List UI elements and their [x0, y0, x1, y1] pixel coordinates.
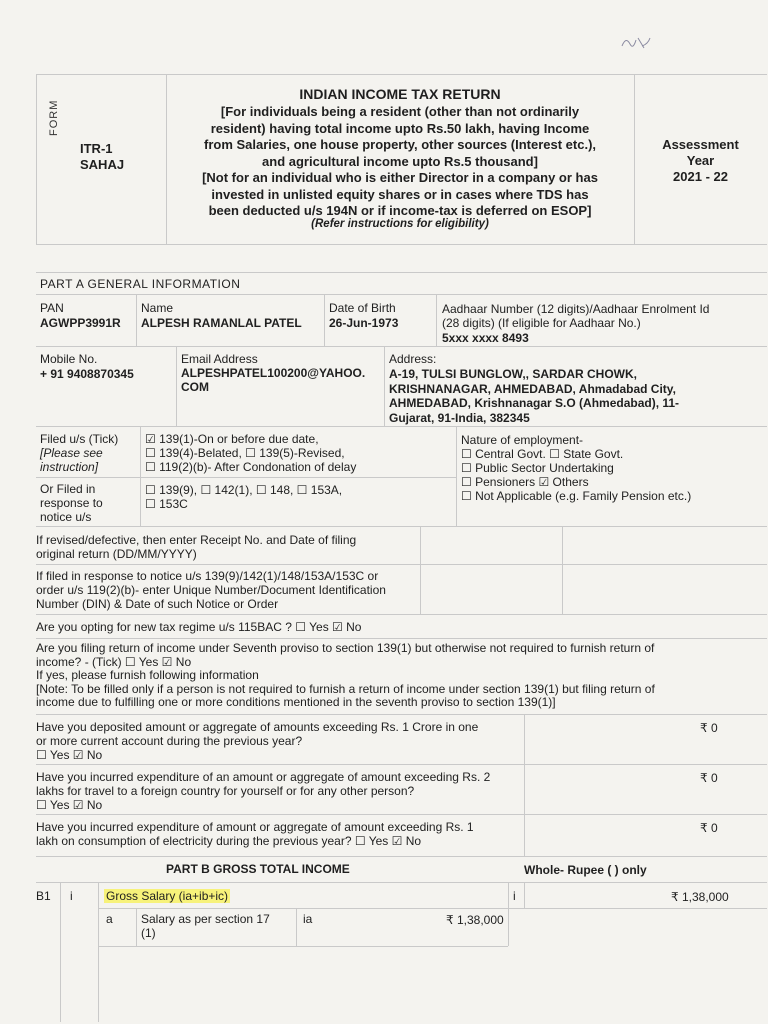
unit-label: Whole- Rupee ( ) only	[524, 863, 647, 877]
salary-17-1-amount: ₹ 1,38,000	[446, 913, 504, 927]
deposit-amount: ₹ 0	[700, 721, 718, 735]
option-139-4-139-5[interactable]: ☐ 139(4)-Belated, ☐ 139(5)-Revised,	[145, 446, 345, 460]
form-subtitle: [For individuals being a resident (other than not ordinarily resident) having total income upto Rs.50 lakh, having Income from Salaries, one house property, other sources (Interest etc.), and agricultural income upto Rs.5 thousand] [Not for an individual who is either Director in a company or has invested in unlisted equity shares or in cases where TDS has been deducted u/s 194N or if income-tax is deferred on ESOP]	[202, 104, 598, 218]
handwritten-mark	[618, 34, 654, 52]
part-a-heading: PART A GENERAL INFORMATION	[40, 277, 241, 291]
dob-value: 26-Jun-1973	[329, 316, 399, 330]
form-label-vertical: FORM	[48, 99, 60, 136]
foreign-travel-question[interactable]: Have you incurred expenditure of an amount or aggregate of amount exceeding Rs. 2 lakhs for travel to a foreign country for yourself or for any other person? ☐ Yes ☑ No	[36, 770, 491, 812]
assessment-year: 2021 - 22	[673, 169, 728, 184]
form-name: SAHAJ	[80, 157, 125, 172]
mobile-value: + 91 9408870345	[40, 367, 134, 381]
form-title: INDIAN INCOME TAX RETURN	[299, 86, 501, 102]
gross-salary-label: Gross Salary (ia+ib+ic)	[106, 889, 229, 903]
eligibility-note: (Refer instructions for eligibility)	[311, 218, 489, 230]
address-value: A-19, TULSI BUNGLOW,, SARDAR CHOWK, KRISHNANAGAR, AHMEDABAD, Ahmadabad City, AHMEDABAD, Krishnanagar S.O (Ahmedabad), 11- Gujarat, 91-India, 382345	[389, 367, 680, 425]
gross-salary-amount: ₹ 1,38,000	[671, 890, 729, 904]
form-code: ITR-1	[80, 141, 113, 156]
email-value: ALPESHPATEL100200@YAHOO. COM	[181, 366, 366, 394]
address-label: Address:	[389, 352, 437, 366]
pan-label: PAN	[40, 301, 64, 315]
response-options[interactable]: ☐ 139(9), ☐ 142(1), ☐ 148, ☐ 153A, ☐ 153C	[145, 483, 343, 511]
b1-ref: i	[513, 889, 516, 903]
electricity-amount: ₹ 0	[700, 821, 718, 835]
salary-17-1-label: Salary as per section 17 (1)	[141, 912, 270, 940]
aadhaar-value: 5xxx xxxx 8493	[442, 331, 529, 345]
new-tax-regime-question[interactable]: Are you opting for new tax regime u/s 115BAC ? ☐ Yes ☑ No	[36, 620, 362, 634]
aadhaar-label: Aadhaar Number (12 digits)/Aadhaar Enrolment Id (28 digits) (If eligible for Aadhaar No.)	[442, 302, 710, 330]
b1-roman: i	[70, 889, 73, 903]
b1-code: B1	[36, 889, 51, 903]
row-a-ref: ia	[303, 912, 313, 926]
filed-us-options[interactable]	[145, 432, 356, 474]
deposit-question[interactable]: Have you deposited amount or aggregate of amounts exceeding Rs. 1 Crore in one or more current account during the previous year? ☐ Yes ☑ No	[36, 720, 479, 762]
response-label: Or Filed in response to notice u/s	[40, 482, 103, 524]
pan-value: AGWPP3991R	[40, 316, 121, 330]
seventh-proviso-block: Are you filing return of income under Seventh proviso to section 139(1) but otherwise not required to furnish return of income? - (Tick) ☐ Yes ☑ No If yes, please furnish following information [Note: To be filled only if a person is not required to furnish a return of income under section 139(1) but filing return of income due to fulfilling one or more conditions mentioned in the seventh proviso to section 139(1)]	[36, 641, 655, 709]
name-label: Name	[141, 301, 174, 315]
travel-amount: ₹ 0	[700, 771, 718, 785]
notice-text: If filed in response to notice u/s 139(9)/142(1)/148/153A/153C or order u/s 119(2)(b)- enter Unique Number/Document Identification Number (DIN) & Date of such Notice or Order	[36, 569, 386, 611]
filed-us-label: Filed u/s (Tick) [Please see instruction]	[40, 432, 119, 474]
dob-label: Date of Birth	[329, 301, 396, 315]
part-b-heading: PART B GROSS TOTAL INCOME	[166, 862, 350, 876]
name-value: ALPESH RAMANLAL PATEL	[141, 316, 302, 330]
employment-block[interactable]: Nature of employment- ☐ Central Govt. ☐ State Govt. ☐ Public Sector Undertaking ☐ Pensioners ☑ Others ☐ Not Applicable (e.g. Family Pension etc.)	[461, 433, 692, 503]
assessment-year-block: Assessment Year 2021 - 22	[634, 137, 767, 185]
row-a-letter: a	[106, 912, 113, 926]
employment-label: Nature of employment-	[461, 433, 584, 447]
revised-return-text: If revised/defective, then enter Receipt No. and Date of filing original return (DD/MM/YYYY)	[36, 533, 357, 561]
option-119-2-b[interactable]: ☐ 119(2)(b)- After Condonation of delay	[145, 460, 357, 474]
electricity-question[interactable]: Have you incurred expenditure of amount or aggregate of amount exceeding Rs. 1 lakh on consumption of electricity during the previous year? ☐ Yes ☑ No	[36, 820, 474, 848]
email-label: Email Address	[181, 352, 258, 366]
option-139-1[interactable]: ☑ 139(1)-On or before due date,	[145, 432, 319, 446]
mobile-label: Mobile No.	[40, 352, 98, 366]
